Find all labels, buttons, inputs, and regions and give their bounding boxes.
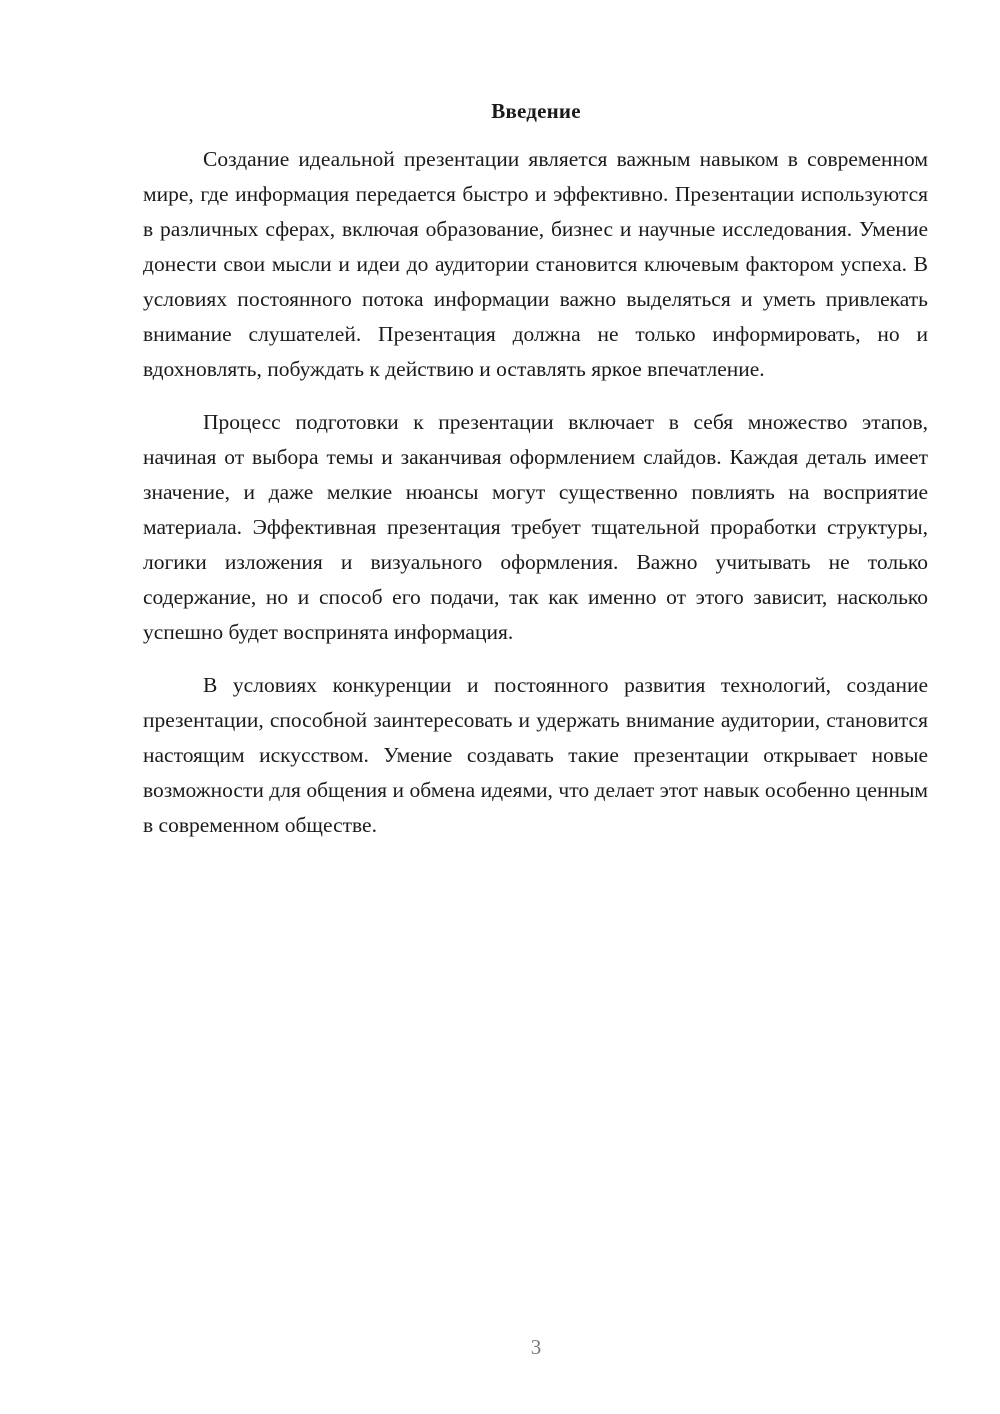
- section-heading: Введение: [491, 99, 581, 123]
- body-text: [143, 142, 928, 861]
- page-number: 3: [530, 1335, 542, 1359]
- paragraph-2: Процесс подготовки к презентации включает в себя множество этапов, начиная от выбора темы и заканчивая оформлением слайдов. Каждая деталь имеет значение, и даже мелкие нюансы могут существенно повлиять на восприятие материала. Эффективная презентация требует тщательной проработки структуры, логики изложения и визуального оформления. Важно учитывать не только содержание, но и способ его подачи, так как именно от этого зависит, насколько успешно будет воспринята информация.: [143, 410, 928, 644]
- paragraph-1: Создание идеальной презентации является важным навыком в современном мире, где информация передается быстро и эффективно. Презентации используются в различных сферах, включая образование, бизнес и научные исследования. Умение донести свои мысли и идеи до аудитории становится ключевым фактором успеха. В условиях постоянного потока информации важно выделяться и уметь привлекать внимание слушателей. Презентация должна не только информировать, но и вдохновлять, побуждать к действию и оставлять яркое впечатление.: [143, 147, 928, 381]
- paragraph-3: В условиях конкуренции и постоянного развития технологий, создание презентации, способной заинтересовать и удержать внимание аудитории, становится настоящим искусством. Умение создавать такие презентации открывает новые возможности для общения и обмена идеями, что делает этот навык особенно ценным в современном обществе.: [143, 673, 928, 837]
